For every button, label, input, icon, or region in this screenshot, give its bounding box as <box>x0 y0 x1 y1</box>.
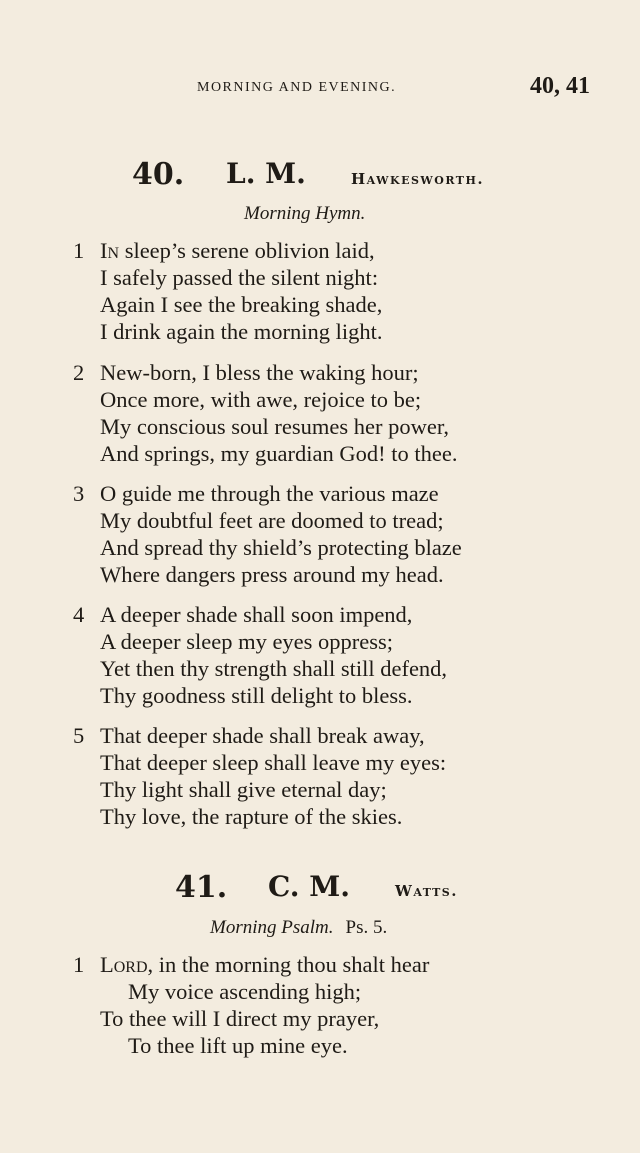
verse-line: A deeper shade shall soon impend, <box>100 602 413 627</box>
verse-line: And springs, my guardian God! to thee. <box>100 441 458 466</box>
verse-line: To thee will I direct my prayer, <box>100 1006 380 1031</box>
verse-line: My conscious soul resumes her power, <box>100 414 450 439</box>
stanza-number: 1 <box>73 952 85 977</box>
stanza-number: 4 <box>73 602 85 627</box>
verse-line: Thy goodness still delight to bless. <box>100 683 413 708</box>
verse-line: To thee lift up mine eye. <box>128 1033 348 1058</box>
verse-line: Again I see the breaking shade, <box>100 292 383 317</box>
hymn-subtitle-text: Morning Psalm. <box>210 917 334 938</box>
stanza-number: 2 <box>73 360 85 385</box>
stanza-number: 1 <box>73 238 85 263</box>
verse-line: Thy light shall give eternal day; <box>100 777 387 802</box>
verse-line: That deeper sleep shall leave my eyes: <box>100 750 447 775</box>
verse-line: New-born, I bless the waking hour; <box>100 360 419 385</box>
hymn-subtitle <box>244 203 365 225</box>
hymn-author: Watts. <box>395 882 458 900</box>
page-numbers: 40, 41 <box>530 73 590 99</box>
verse-line-text: , in the morning thou shalt hear <box>147 952 430 977</box>
verse-line: Thy love, the rapture of the skies. <box>100 804 403 829</box>
verse-first-word: Lord <box>100 952 148 977</box>
verse-line <box>100 237 375 264</box>
verse-line: A deeper sleep my eyes oppress; <box>100 629 394 654</box>
hymn-subtitle-text: Morning Hymn. <box>244 203 366 224</box>
hymn-author: Hawkesworth. <box>351 170 485 188</box>
verse-line: I safely passed the silent night: <box>100 265 379 290</box>
hymn-meter: L. M. <box>226 157 306 190</box>
verse-line: I drink again the morning light. <box>100 319 383 344</box>
verse-line <box>100 951 429 978</box>
verse-line: My voice ascending high; <box>128 979 362 1004</box>
hymn-number: 41. <box>175 870 228 905</box>
verse-line: Where dangers press around my head. <box>100 562 444 587</box>
hymn-number: 40. <box>132 157 185 192</box>
verse-line: Yet then thy strength shall still defend, <box>100 656 448 681</box>
hymn-meter: C. M. <box>268 870 351 903</box>
verse-line: O guide me through the various maze <box>100 481 439 506</box>
hymn-subtitle <box>210 917 387 939</box>
verse-line-text: sleep’s serene oblivion laid, <box>119 238 375 263</box>
verse-first-word: In <box>100 238 120 263</box>
verse-line: Once more, with awe, rejoice to be; <box>100 387 422 412</box>
scripture-reference: Ps. 5. <box>345 917 388 938</box>
stanza-number: 5 <box>73 723 85 748</box>
verse-line: That deeper shade shall break away, <box>100 723 425 748</box>
verse-line: And spread thy shield’s protecting blaze <box>100 535 462 560</box>
stanza-number: 3 <box>73 481 85 506</box>
running-title: MORNING AND EVENING. <box>197 80 397 95</box>
verse-line: My doubtful feet are doomed to tread; <box>100 508 444 533</box>
